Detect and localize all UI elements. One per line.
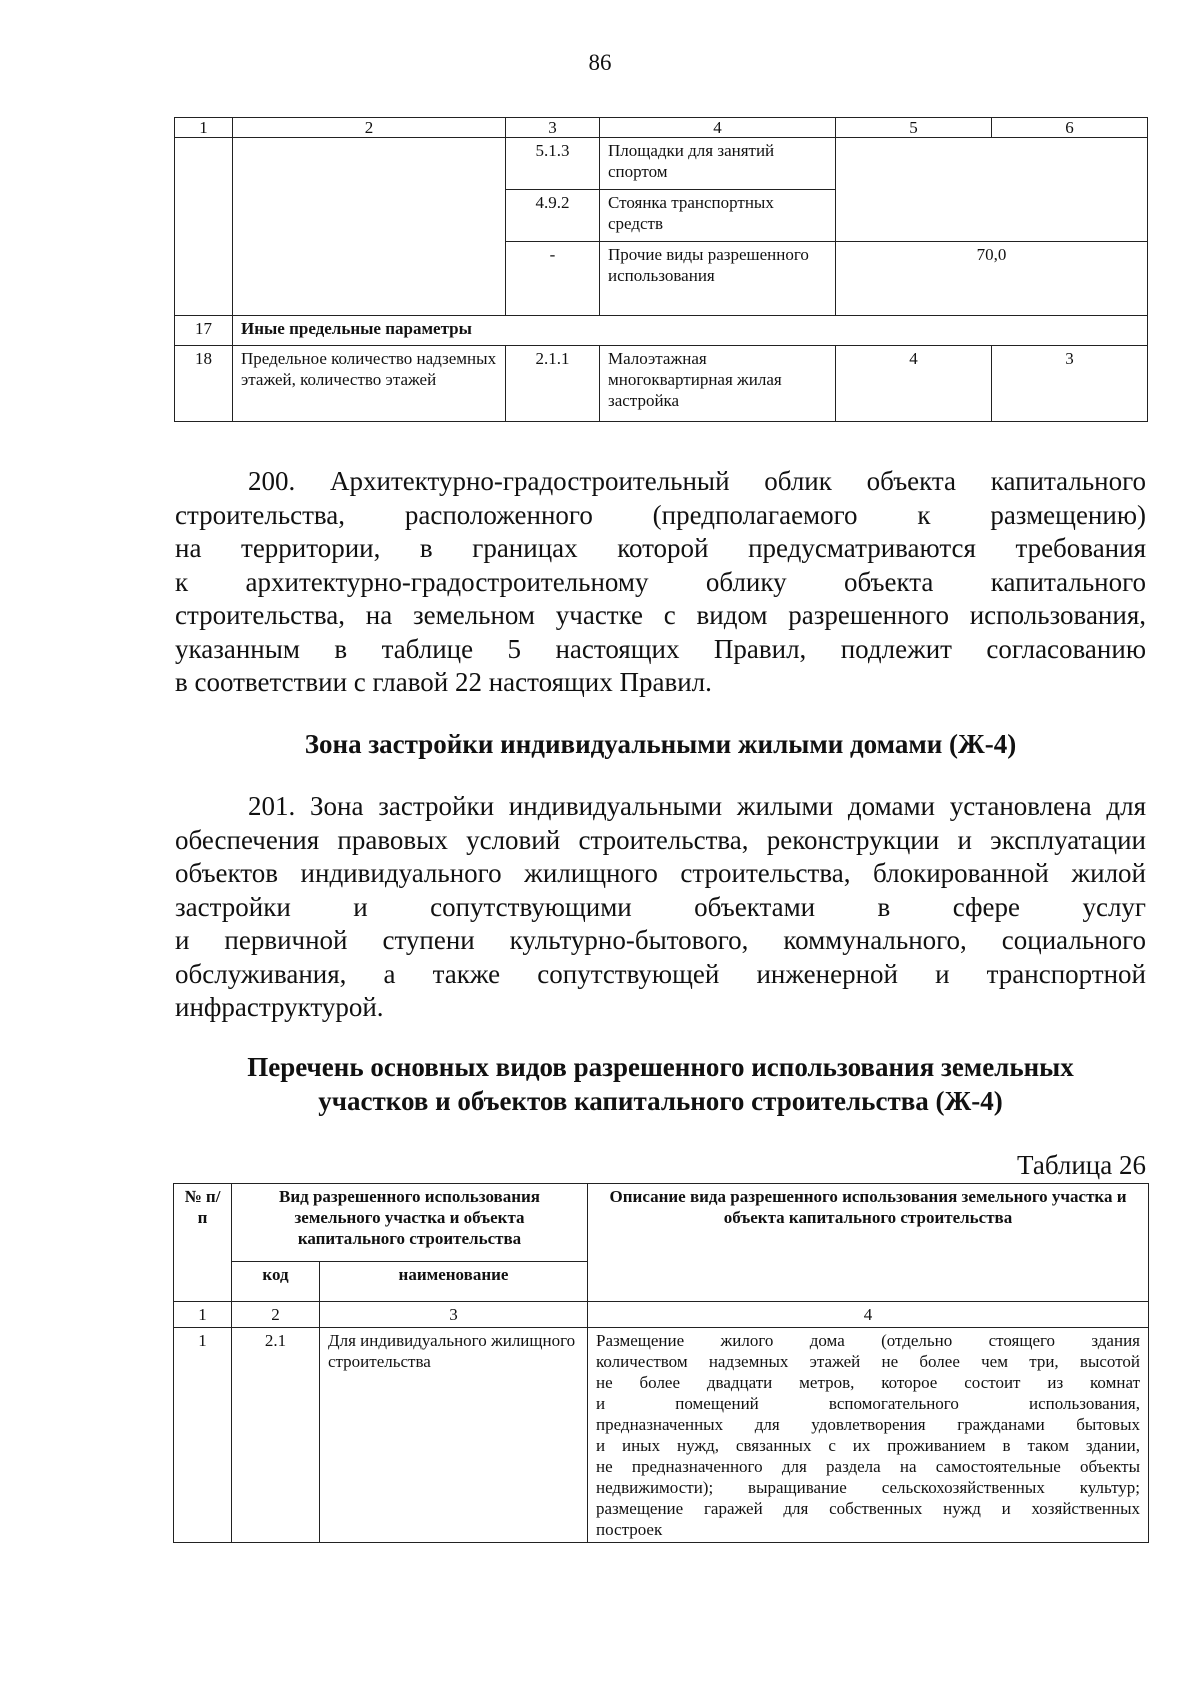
empty-cell: [233, 138, 506, 316]
description-line: размещение гаражей для собственных нужд и хозяйственных: [596, 1499, 1140, 1518]
col-number: 5: [836, 118, 992, 138]
paragraph-line: объектов индивидуального жилищного строительства, блокированной жилой: [175, 858, 1146, 888]
name-cell: Стоянка транспортных средств: [600, 190, 836, 242]
paragraph-line: в соответствии с главой 22 настоящих Правил.: [175, 667, 712, 697]
name-cell: Прочие виды разрешенного использования: [600, 242, 836, 316]
paragraph-line: 201. Зона застройки индивидуальными жилыми домами установлена для: [248, 791, 1146, 821]
description-line: недвижимости); выращивание сельскохозяйственных культур;: [596, 1478, 1140, 1497]
zone-heading: Зона застройки индивидуальными жилыми домами (Ж-4): [304, 729, 1017, 759]
value-cell: 3: [992, 346, 1148, 422]
col-number: 4: [588, 1302, 1149, 1328]
table-row: [174, 1328, 1149, 1543]
param-cell: Предельное количество надземных этажей, количество этажей: [233, 346, 506, 422]
header-name: наименование: [320, 1262, 588, 1302]
section-label: Иные предельные параметры: [233, 316, 1148, 346]
row-number: 17: [175, 316, 233, 346]
paragraph-line: указанным в таблице 5 настоящих Правил, подлежит согласованию: [175, 633, 1146, 664]
paragraph-line: обеспечения правовых условий строительства, реконструкции и эксплуатации: [175, 824, 1146, 855]
row-number: 18: [175, 346, 233, 422]
col-number: 3: [320, 1302, 588, 1328]
paragraph-200: [175, 465, 1146, 700]
row-number: 1: [174, 1328, 232, 1543]
description-line: не предназначенного для раздела на самостоятельные объекты: [596, 1457, 1140, 1476]
description-line: количеством надземных этажей не более чем три, высотой: [596, 1352, 1140, 1371]
paragraph-line: 200. Архитектурно-градостроительный облик объекта капитального: [248, 466, 1146, 496]
page-number: 86: [588, 50, 612, 75]
description-line: предназначенных для удовлетворения гражданами бытовых: [596, 1415, 1140, 1434]
list-heading: [175, 1050, 1146, 1118]
table-row: [175, 138, 1148, 190]
col-number: 2: [233, 118, 506, 138]
empty-cell: [175, 138, 233, 316]
description-line: Размещение жилого дома (отдельно стоящего здания: [596, 1331, 1140, 1350]
paragraph-line: строительства, расположенного (предполагаемого к размещению): [175, 499, 1146, 530]
col-number: 4: [600, 118, 836, 138]
code-cell: 2.1: [232, 1328, 320, 1543]
list-heading-line: участков и объектов капитального строительства (Ж-4): [318, 1086, 1003, 1116]
description-line: не более двадцати метров, которое состоит из комнат: [596, 1373, 1140, 1392]
paragraph-201: [175, 790, 1146, 1025]
header-code: код: [232, 1262, 320, 1302]
paragraph-line: строительства, на земельном участке с видом разрешенного использования,: [175, 600, 1146, 630]
name-cell: Малоэтажная многоквартирная жилая застройка: [600, 346, 836, 422]
table-header-row: [175, 118, 1148, 138]
value-cell: 4: [836, 346, 992, 422]
table-26: [173, 1183, 1149, 1543]
table-label: Таблица 26: [1017, 1150, 1146, 1180]
name-cell: Площадки для занятий спортом: [600, 138, 836, 190]
table-header-row: [174, 1184, 1149, 1262]
paragraph-line: на территории, в границах которой предусматриваются требования: [175, 533, 1146, 563]
list-heading-line: Перечень основных видов разрешенного использования земельных: [247, 1052, 1074, 1082]
code-cell: 2.1.1: [506, 346, 600, 422]
table-colnum-row: [174, 1302, 1149, 1328]
empty-cell: [836, 138, 1148, 242]
paragraph-line: к архитектурно-градостроительному облику объекта капитального: [175, 566, 1146, 597]
code-cell: 4.9.2: [506, 190, 600, 242]
table-row: [175, 316, 1148, 346]
header-vid: Вид разрешенного использования земельного участка и объекта капитального строительства: [232, 1184, 588, 1262]
description-line: и иных нужд, связанных с их проживанием в таком здании,: [596, 1436, 1140, 1455]
col-number: 6: [992, 118, 1148, 138]
name-cell: Для индивидуального жилищного строительства: [320, 1328, 588, 1543]
paragraph-line: и первичной ступени культурно-бытового, коммунального, социального: [175, 925, 1146, 955]
description-line: и помещений вспомогательного использования,: [596, 1394, 1140, 1413]
paragraph-line: инфраструктурой.: [175, 992, 384, 1022]
parameters-table: [174, 117, 1148, 422]
header-description: Описание вида разрешенного использования земельного участка и объекта капитального строительства: [588, 1184, 1149, 1302]
col-number: 2: [232, 1302, 320, 1328]
table-row: [175, 346, 1148, 422]
paragraph-line: обслуживания, а также сопутствующей инженерной и транспортной: [175, 958, 1146, 989]
description-line: построек: [596, 1520, 663, 1539]
paragraph-line: застройки и сопутствующими объектами в сфере услуг: [175, 891, 1146, 922]
value-cell: 70,0: [836, 242, 1148, 316]
description-cell: [588, 1328, 1149, 1543]
code-cell: -: [506, 242, 600, 316]
header-number: № п/п: [174, 1184, 232, 1302]
col-number: 3: [506, 118, 600, 138]
col-number: 1: [174, 1302, 232, 1328]
code-cell: 5.1.3: [506, 138, 600, 190]
col-number: 1: [175, 118, 233, 138]
